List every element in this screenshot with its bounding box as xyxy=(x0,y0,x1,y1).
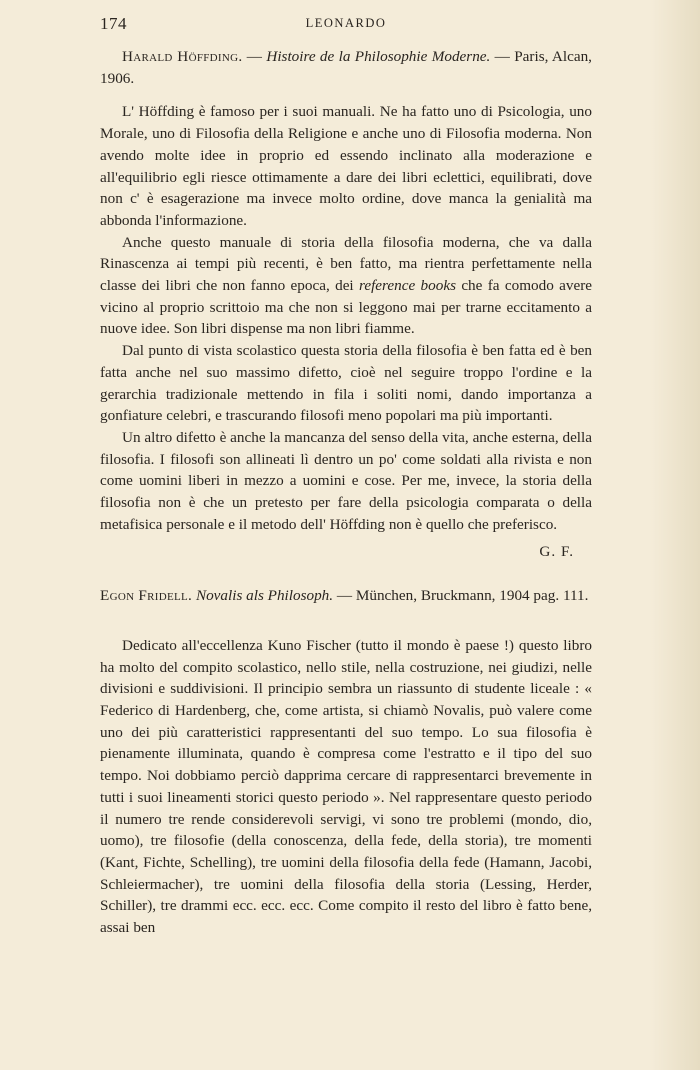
paragraph-text: che fa comodo avere vicino al proprio scrittoio ma che non si leggono mai per trarne eccitamento a nuove idee. Son libri dispense ma non libri fiamme. xyxy=(100,277,592,338)
reviewer-signature: G. F. xyxy=(539,543,574,561)
review-author: Egon Fridell. xyxy=(100,587,193,605)
page-content xyxy=(100,46,592,939)
book-title: Novalis als Philosoph. xyxy=(195,587,334,605)
review-author: Harald Höffding. xyxy=(122,48,243,65)
publication-info: — Paris, Alcan, 1906. xyxy=(100,48,592,87)
italic-phrase: reference books xyxy=(359,277,456,295)
running-head: LEONARDO xyxy=(305,16,387,30)
review-paragraph: Un altro difetto è anche la mancanza del senso della vita, anche esterna, della filosofia. I filosofi son allineati lì dentro un po' come soldati alla rivista e non come uomini liberi in mezzo a uomini e cose. Per me, invece, la storia della filosofia non è che un pretesto per fare della psicologia comparata o della metafisica personale e il metodo dell' Höffding non è quello che preferisco. xyxy=(100,428,592,533)
review-paragraph: Dedicato all'eccellenza Kuno Fischer (tutto il mondo è paese !) questo libro ha molto del compito scolastico, nello stile, nella costruzione, nei giudizi, nelle divisioni e suddivisioni. Il principio sembra un riassunto di studente liceale : « Federico di Hardenberg, che, come artista, si chiamò Novalis, può valere come uno dei più caratteristici rappresentanti del suo tempo. Lo sua filosofia è pienamente illuminata, quando è compresa come l'estratto e il tipo del suo tempo. Noi dobbiamo perciò dapprima cercare di rappresentarci brevemente in tutti i suoi lineamenti storici questo periodo ». Nel rappresentare questo periodo il numero tre rende considerevoli servigi, vi sono tre problemi (mondo, dio, uomo), tre filosofie (della conoscenza, della fede, della storia), tre momenti (Kant, Fichte, Schelling), tre uomini della filosofia della fede (Hamann, Jacobi, Schleiermacher), tre uomini della filosofia della storia (Lessing, Herder, Schiller), tre drammi ecc. ecc. ecc. Come compito il resto del libro è fatto bene, assai ben xyxy=(100,636,592,937)
review-fridell xyxy=(100,585,592,939)
review-paragraph: L' Höffding è famoso per i suoi manuali. Ne ha fatto uno di Psicologia, uno Morale, uno di Filosofia della Religione e anche uno di Filosofia moderna. Non avendo molte idee in proprio ed essendo inclinato alla moderazione e all'equilibrio egli riesce ottimamente a dare dei libri eclettici, equilibrati, dove non c' è esagerazione ma invece molto ordine, dove manca la genialità ma abbonda l'informazione. xyxy=(100,103,592,229)
review-paragraph: Dal punto di vista scolastico questa storia della filosofia è ben fatta ed è ben fatta anche nel suo massimo difetto, cioè nel seguire troppo l'ordine e la gerarchia tradizionale mettendo in fila i soliti nomi, dando importanza a gonfiature celebri, e trascurando filosofi meno popolari ma più importanti. xyxy=(100,342,592,425)
page-number: 174 xyxy=(100,14,127,33)
book-title: Histoire de la Philosophie Moderne. xyxy=(266,48,491,65)
paragraph-text: Anche questo manuale di storia della filosofia moderna, che va dalla Rinascenza ai tempi più recenti, è ben fatto, ma rientra perfettamente nella classe dei libri che non fanno epoca, dei xyxy=(100,233,592,295)
page-header xyxy=(100,14,592,36)
review-paragraph xyxy=(100,232,592,341)
heading-separator: — xyxy=(242,48,267,65)
publication-info: — München, Bruckmann, 1904 pag. 111. xyxy=(333,587,589,605)
review-heading xyxy=(100,585,592,607)
page-edge-shadow xyxy=(650,0,700,1070)
review-hoffding xyxy=(100,46,592,563)
review-heading xyxy=(100,46,592,89)
